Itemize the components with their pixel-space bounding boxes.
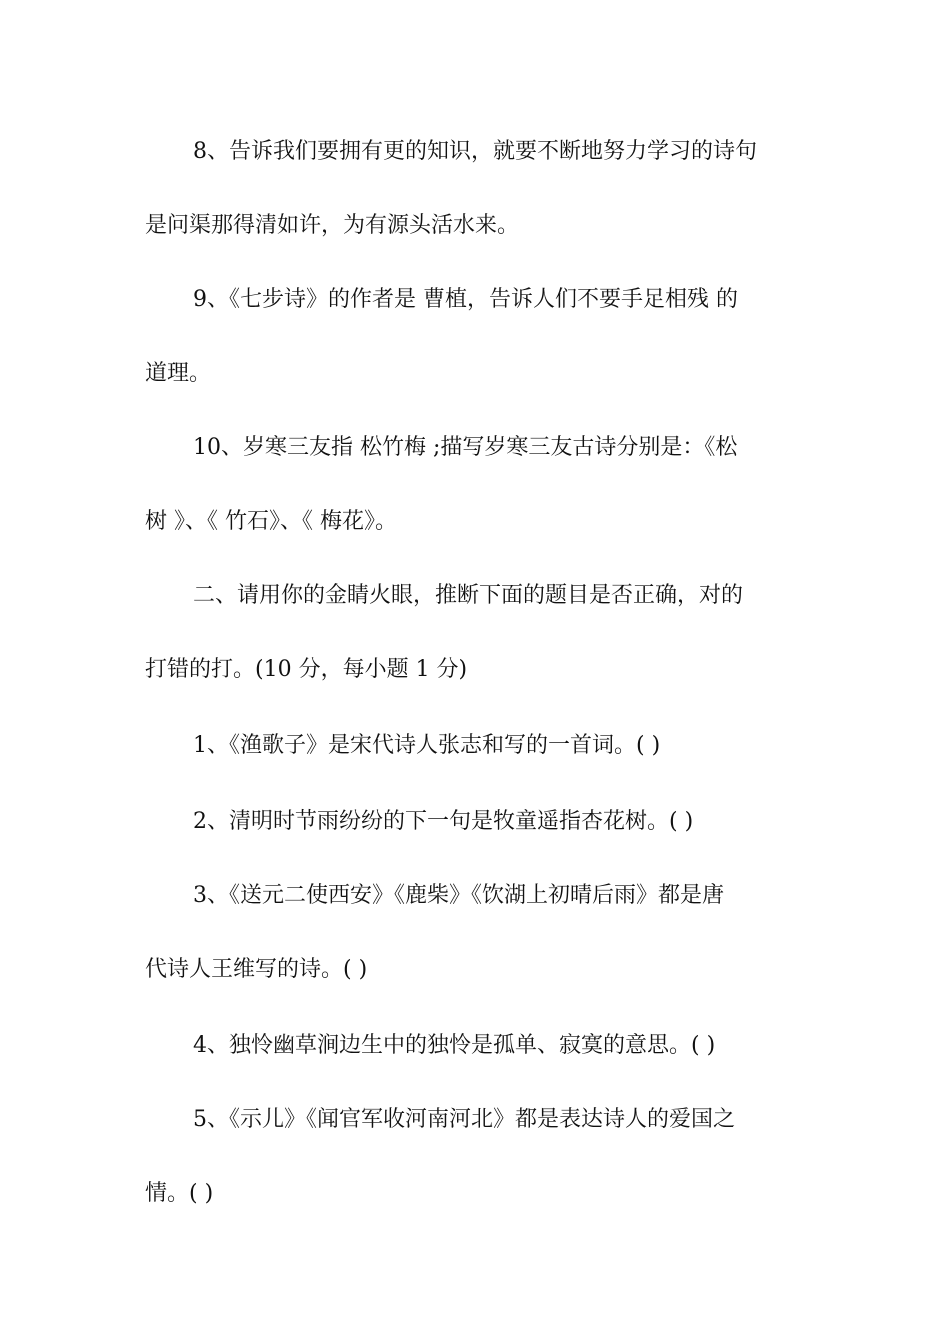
section-2-heading-line-1: 二、请用你的金睛火眼，推断下面的题目是否正确，对的 (193, 583, 744, 608)
judgment-question-1: 1、《渔歌子》是宋代诗人张志和写的一首词。( ) (193, 733, 661, 758)
section-2-heading-line-2: 打错的打。(10 分，每小题 1 分) (145, 657, 468, 682)
judgment-question-4: 4、独怜幽草涧边生中的独怜是孤单、寂寞的意思。( ) (193, 1033, 716, 1058)
judgment-question-5-line-1: 5、《示儿》《闻官军收河南河北》都是表达诗人的爱国之 (193, 1107, 735, 1132)
question-9-line-2: 道理。 (145, 361, 212, 386)
question-10-line-1: 10、岁寒三友指 松竹梅 ;描写岁寒三友古诗分别是：《松 (193, 435, 738, 460)
judgment-question-3-line-2: 代诗人王维写的诗。( ) (145, 957, 368, 982)
judgment-question-2: 2、清明时节雨纷纷的下一句是牧童遥指杏花树。( ) (193, 809, 694, 834)
question-9-line-1: 9、《七步诗》的作者是 曹植，告诉人们不要手足相残 的 (193, 287, 738, 312)
question-8-line-1: 8、告诉我们要拥有更的知识，就要不断地努力学习的诗句 (193, 139, 757, 164)
judgment-question-3-line-1: 3、《送元二使西安》《鹿柴》《饮湖上初晴后雨》都是唐 (193, 883, 724, 908)
question-8-line-2: 是问渠那得清如许，为有源头活水来。 (145, 213, 520, 238)
judgment-question-5-line-2: 情。( ) (145, 1181, 214, 1206)
question-10-line-2: 树 》、《 竹石》、《 梅花》。 (145, 509, 397, 534)
